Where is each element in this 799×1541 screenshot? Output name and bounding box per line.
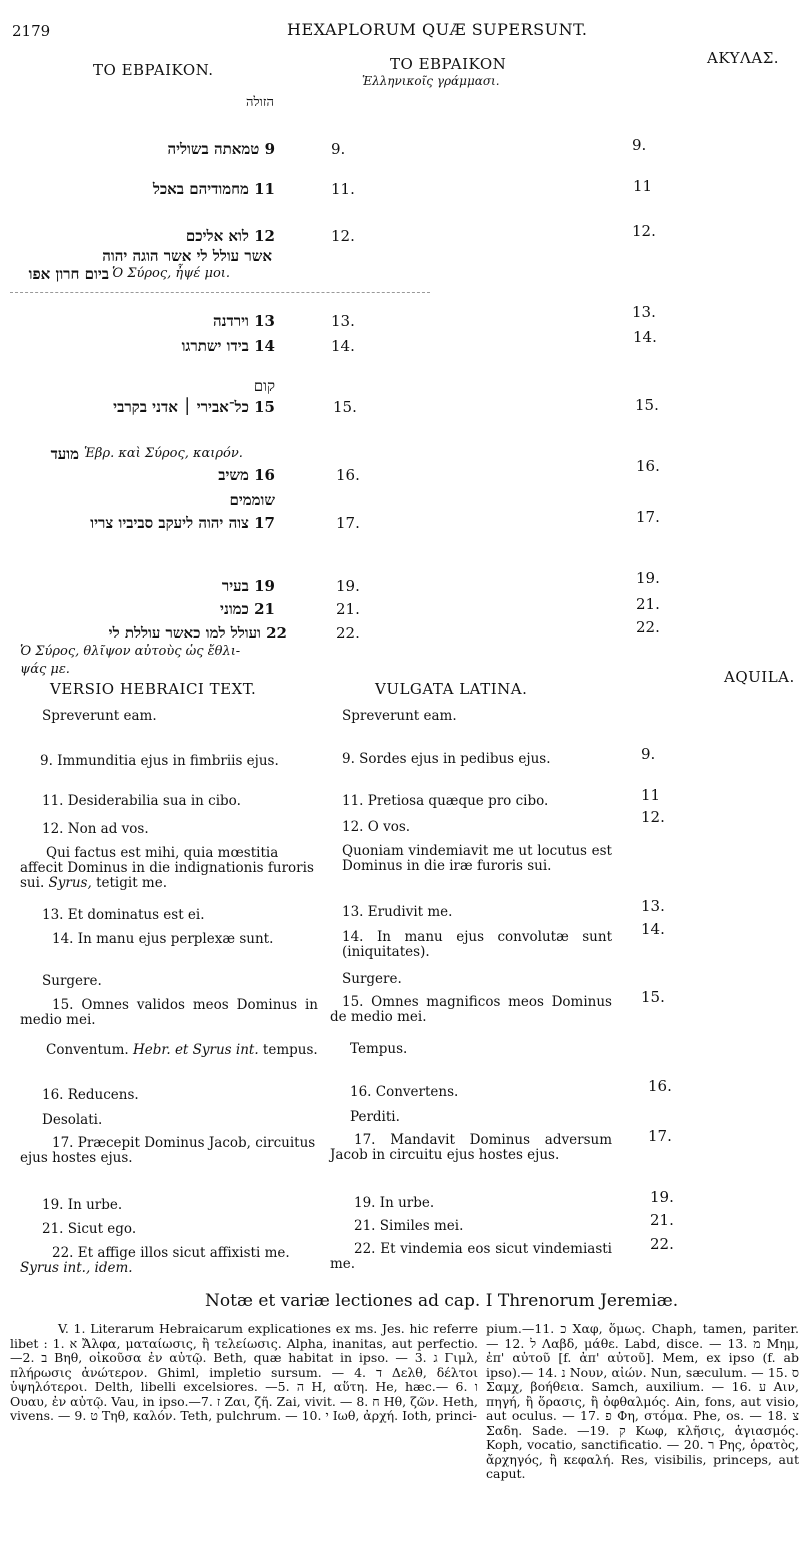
aquila-latin-number: 11: [641, 786, 661, 804]
hebrew-version-entry: Surgere.: [42, 973, 102, 989]
hebrew-line: מועד: [50, 445, 79, 463]
hebrew-line: 11 מחמודיהם באכל: [152, 180, 275, 198]
verse-number: 14.: [331, 337, 355, 355]
notes-title: Notæ et variæ lectiones ad cap. I Threnorum Jeremiæ.: [205, 1291, 679, 1311]
aquila-latin-number: 22.: [650, 1235, 674, 1253]
vulgata-entry: 22. Et vindemia eos sicut vindemiasti me.: [330, 1241, 612, 1272]
hebrew-version-entry: Spreverunt eam.: [42, 708, 157, 724]
aquila-verse-number: 17.: [636, 508, 660, 526]
header-hebrew-greek-letters: TO EBPAIKON: [390, 55, 507, 73]
aquila-verse-number: 14.: [633, 328, 657, 346]
aquila-verse-number: 22.: [636, 618, 660, 636]
aquila-latin-number: 13.: [641, 897, 665, 915]
verse-number: 13.: [331, 312, 355, 330]
verse-number: 21.: [336, 600, 360, 618]
verse-number: 15.: [333, 398, 357, 416]
vulgata-entry: 16. Convertens.: [350, 1084, 459, 1100]
hebrew-line: 21 כמוני: [220, 600, 275, 618]
aquila-verse-number: 13.: [632, 303, 656, 321]
verse-number: 17.: [336, 514, 360, 532]
aquila-verse-number: 12.: [632, 222, 656, 240]
verse-number: 16.: [336, 466, 360, 484]
aquila-verse-number: 16.: [636, 457, 660, 475]
aquila-verse-number: 15.: [635, 396, 659, 414]
hebrew-line: 15 כל־אבירי ׀ אדני בקרבי: [113, 398, 275, 416]
vulgata-entry: 9. Sordes ejus in pedibus ejus.: [342, 751, 551, 767]
hebrew-line: קום: [253, 377, 275, 395]
hebrew-version-entry: 22. Et affige illos sicut affixisti me. Syrus int., idem.: [20, 1245, 290, 1276]
aquila-verse-number: 21.: [636, 595, 660, 613]
hebrew-line: 22 ועולל למו כאשר עוללת לי: [108, 624, 287, 642]
verse-number: 22.: [336, 624, 360, 642]
header-hebrew-text: TO EBPAIKON.: [93, 61, 214, 79]
aquila-verse-number: 11: [633, 177, 653, 195]
hebrew-version-entry: 12. Non ad vos.: [42, 821, 149, 837]
vulgata-entry: Quoniam vindemiavit me ut locutus est Dominus in die iræ furoris sui.: [342, 843, 612, 874]
hebrew-version-entry: 21. Sicut ego.: [42, 1221, 137, 1237]
verse-number: 9.: [331, 140, 346, 158]
header-hebrew-version: VERSIO HEBRAICI TEXT.: [50, 680, 257, 698]
notes-column-right: pium.—11. כ Χαφ, ὅμως. Chaph, tamen, pariter. — 12. ל Λαβδ, μάθε. Labd, disce. — 13. מ Μημ, ἐπ' αὐτοῦ [f. ἀπ' αὐτοῦ]. Mem, ex ipso (f. ab ipso).— 14. נ Νουν, αἰών. Nun, sæculum. — 15. ס Σαμχ, βοήθεια. Samch, auxilium. — 16. ע Αιν, πηγή, ἢ ὅρασις, ἢ ὀφθαλμός. Ain, fons, aut visio, aut oculus. — 17. פ Φη, στόμα. Phe, os. — 18. צ Σαδη. Sade. —19. ק Κωφ, κλῆσις, ἁγιασμός. Koph, vocatio, sanctificatio. — 20. ר Ρης, ὁρατὸς, ἄρχηγός, ἢ κεφαλή. Res, visibilis, princeps, aut caput.: [486, 1322, 799, 1481]
hebrew-version-entry: Qui factus est mihi, quia mœstitia affecit Dominus in die indignationis furoris sui. Syrus, tetigit me.: [20, 845, 314, 891]
hebrew-line: 17 צוה יהוה ליעקב סביביו צריו: [90, 514, 275, 532]
page-number: 2179: [12, 22, 51, 40]
vulgata-entry: 21. Similes mei.: [354, 1218, 464, 1234]
aquila-latin-number: 9.: [641, 745, 656, 763]
hebrew-version-entry: 15. Omnes validos meos Dominus in medio mei.: [20, 997, 318, 1028]
hebrew-line: 12 לוא אליכם: [185, 227, 275, 245]
aquila-latin-number: 17.: [648, 1127, 672, 1145]
hebrew-line: ביום חרון אפו: [28, 265, 109, 283]
verse-number: 19.: [336, 577, 360, 595]
hebrew-version-entry: 9. Immunditia ejus in fimbriis ejus.: [40, 753, 279, 769]
hebrew-line: הזולה: [246, 95, 274, 110]
hebrew-line: 19 בעיר: [221, 577, 275, 595]
hebrew-version-entry: 11. Desiderabilia sua in cibo.: [42, 793, 241, 809]
vulgata-entry: Surgere.: [342, 971, 402, 987]
hebrew-version-entry: 19. In urbe.: [42, 1197, 123, 1213]
aquila-latin-number: 19.: [650, 1188, 674, 1206]
greek-note: Ὁ Σύρος, θλῖψον αὐτοὺς ὡς ἔθλι-: [20, 644, 241, 659]
verse-number: 12.: [331, 227, 355, 245]
verse-number: 11.: [331, 180, 355, 198]
header-vulgata: VULGATA LATINA.: [375, 680, 528, 698]
vulgata-entry: Spreverunt eam.: [342, 708, 457, 724]
aquila-latin-number: 21.: [650, 1211, 674, 1229]
hebrew-line: 14 בידו ישתרגו: [181, 337, 275, 355]
greek-note: ψάς με.: [20, 662, 70, 677]
vulgata-entry: 19. In urbe.: [354, 1195, 435, 1211]
vulgata-entry: 15. Omnes magnificos meos Dominus de medio mei.: [330, 994, 612, 1025]
aquila-latin-number: 12.: [641, 808, 665, 826]
vulgata-entry: 14. In manu ejus convolutæ sunt (iniquitates).: [342, 929, 612, 960]
vulgata-entry: 17. Mandavit Dominus adversum Jacob in circuitu ejus hostes ejus.: [330, 1132, 612, 1163]
aquila-latin-number: 14.: [641, 920, 665, 938]
aquila-latin-number: 15.: [641, 988, 665, 1006]
divider-rule: [10, 292, 430, 293]
aquila-verse-number: 9.: [632, 136, 647, 154]
hebrew-version-entry: Desolati.: [42, 1112, 103, 1128]
hebrew-version-entry: 16. Reducens.: [42, 1087, 139, 1103]
hebrew-version-entry: 13. Et dominatus est ei.: [42, 907, 205, 923]
vulgata-entry: 12. O vos.: [342, 819, 411, 835]
notes-column-left: V. 1. Literarum Hebraicarum explicationes ex ms. Jes. hic referre libet : 1. א Ἄλφα, ματαίωσις, ἢ τελείωσις. Alpha, inanitas, aut perfectio.—2. ב Βηθ, οἰκοῦσα ἐν αὐτῷ. Beth, quæ habitat in ipso. — 3. ג Γιμλ, πλήρωσις ἀνώτερον. Ghiml, impletio sursum. — 4. ד Δελθ, δέλτοι ὑψηλότεροι. Delth, libelli excelsiores. —5. ה Η, αὕτη. He, hæc.— 6. ו Ουαυ, ἐν αὐτῷ. Vau, in ipso.—7. ז Ζαι, ζῆ. Zai, vivit. — 8. ח Ηθ, ζῶν. Heth, vivens. — 9. ט Τηθ, καλόν. Teth, pulchrum. — 10. י Ιωθ, ἀρχή. Ioth, princi-: [10, 1322, 478, 1423]
greek-note: Ἑβρ. καὶ Σύρος, καιρόν.: [84, 446, 243, 461]
greek-note: Ὁ Σύρος, ἦψέ μοι.: [112, 266, 231, 281]
vulgata-entry: Tempus.: [350, 1041, 408, 1057]
hebrew-line: 13 וירדנה: [213, 312, 275, 330]
header-aquila-greek: AKYΛAΣ.: [707, 49, 780, 67]
vulgata-entry: Perditi.: [350, 1109, 400, 1125]
hebrew-line: 9 טמאתה בשוליה: [167, 140, 275, 158]
aquila-latin-number: 16.: [648, 1077, 672, 1095]
header-aquila-latin: AQUILA.: [724, 668, 795, 686]
hebrew-version-entry: 14. In manu ejus perplexæ sunt.: [52, 931, 274, 947]
hebrew-line: שוממים: [229, 491, 275, 509]
hebrew-version-entry: 17. Præcepit Dominus Jacob, circuitus ejus hostes ejus.: [20, 1135, 316, 1166]
running-title: HEXAPLORUM QUÆ SUPERSUNT.: [287, 20, 588, 39]
header-hebrew-greek-letters-sub: Ἑλληνικοῖς γράμμασι.: [362, 74, 500, 88]
vulgata-entry: 11. Pretiosa quæque pro cibo.: [342, 793, 549, 809]
hebrew-version-entry: Conventum. Hebr. et Syrus int. tempus.: [46, 1042, 318, 1058]
hebrew-line: 16 משיב: [218, 466, 275, 484]
hebrew-line: אשר עולל לי אשר הוגה יהוה: [102, 247, 272, 265]
aquila-verse-number: 19.: [636, 569, 660, 587]
vulgata-entry: 13. Erudivit me.: [342, 904, 453, 920]
